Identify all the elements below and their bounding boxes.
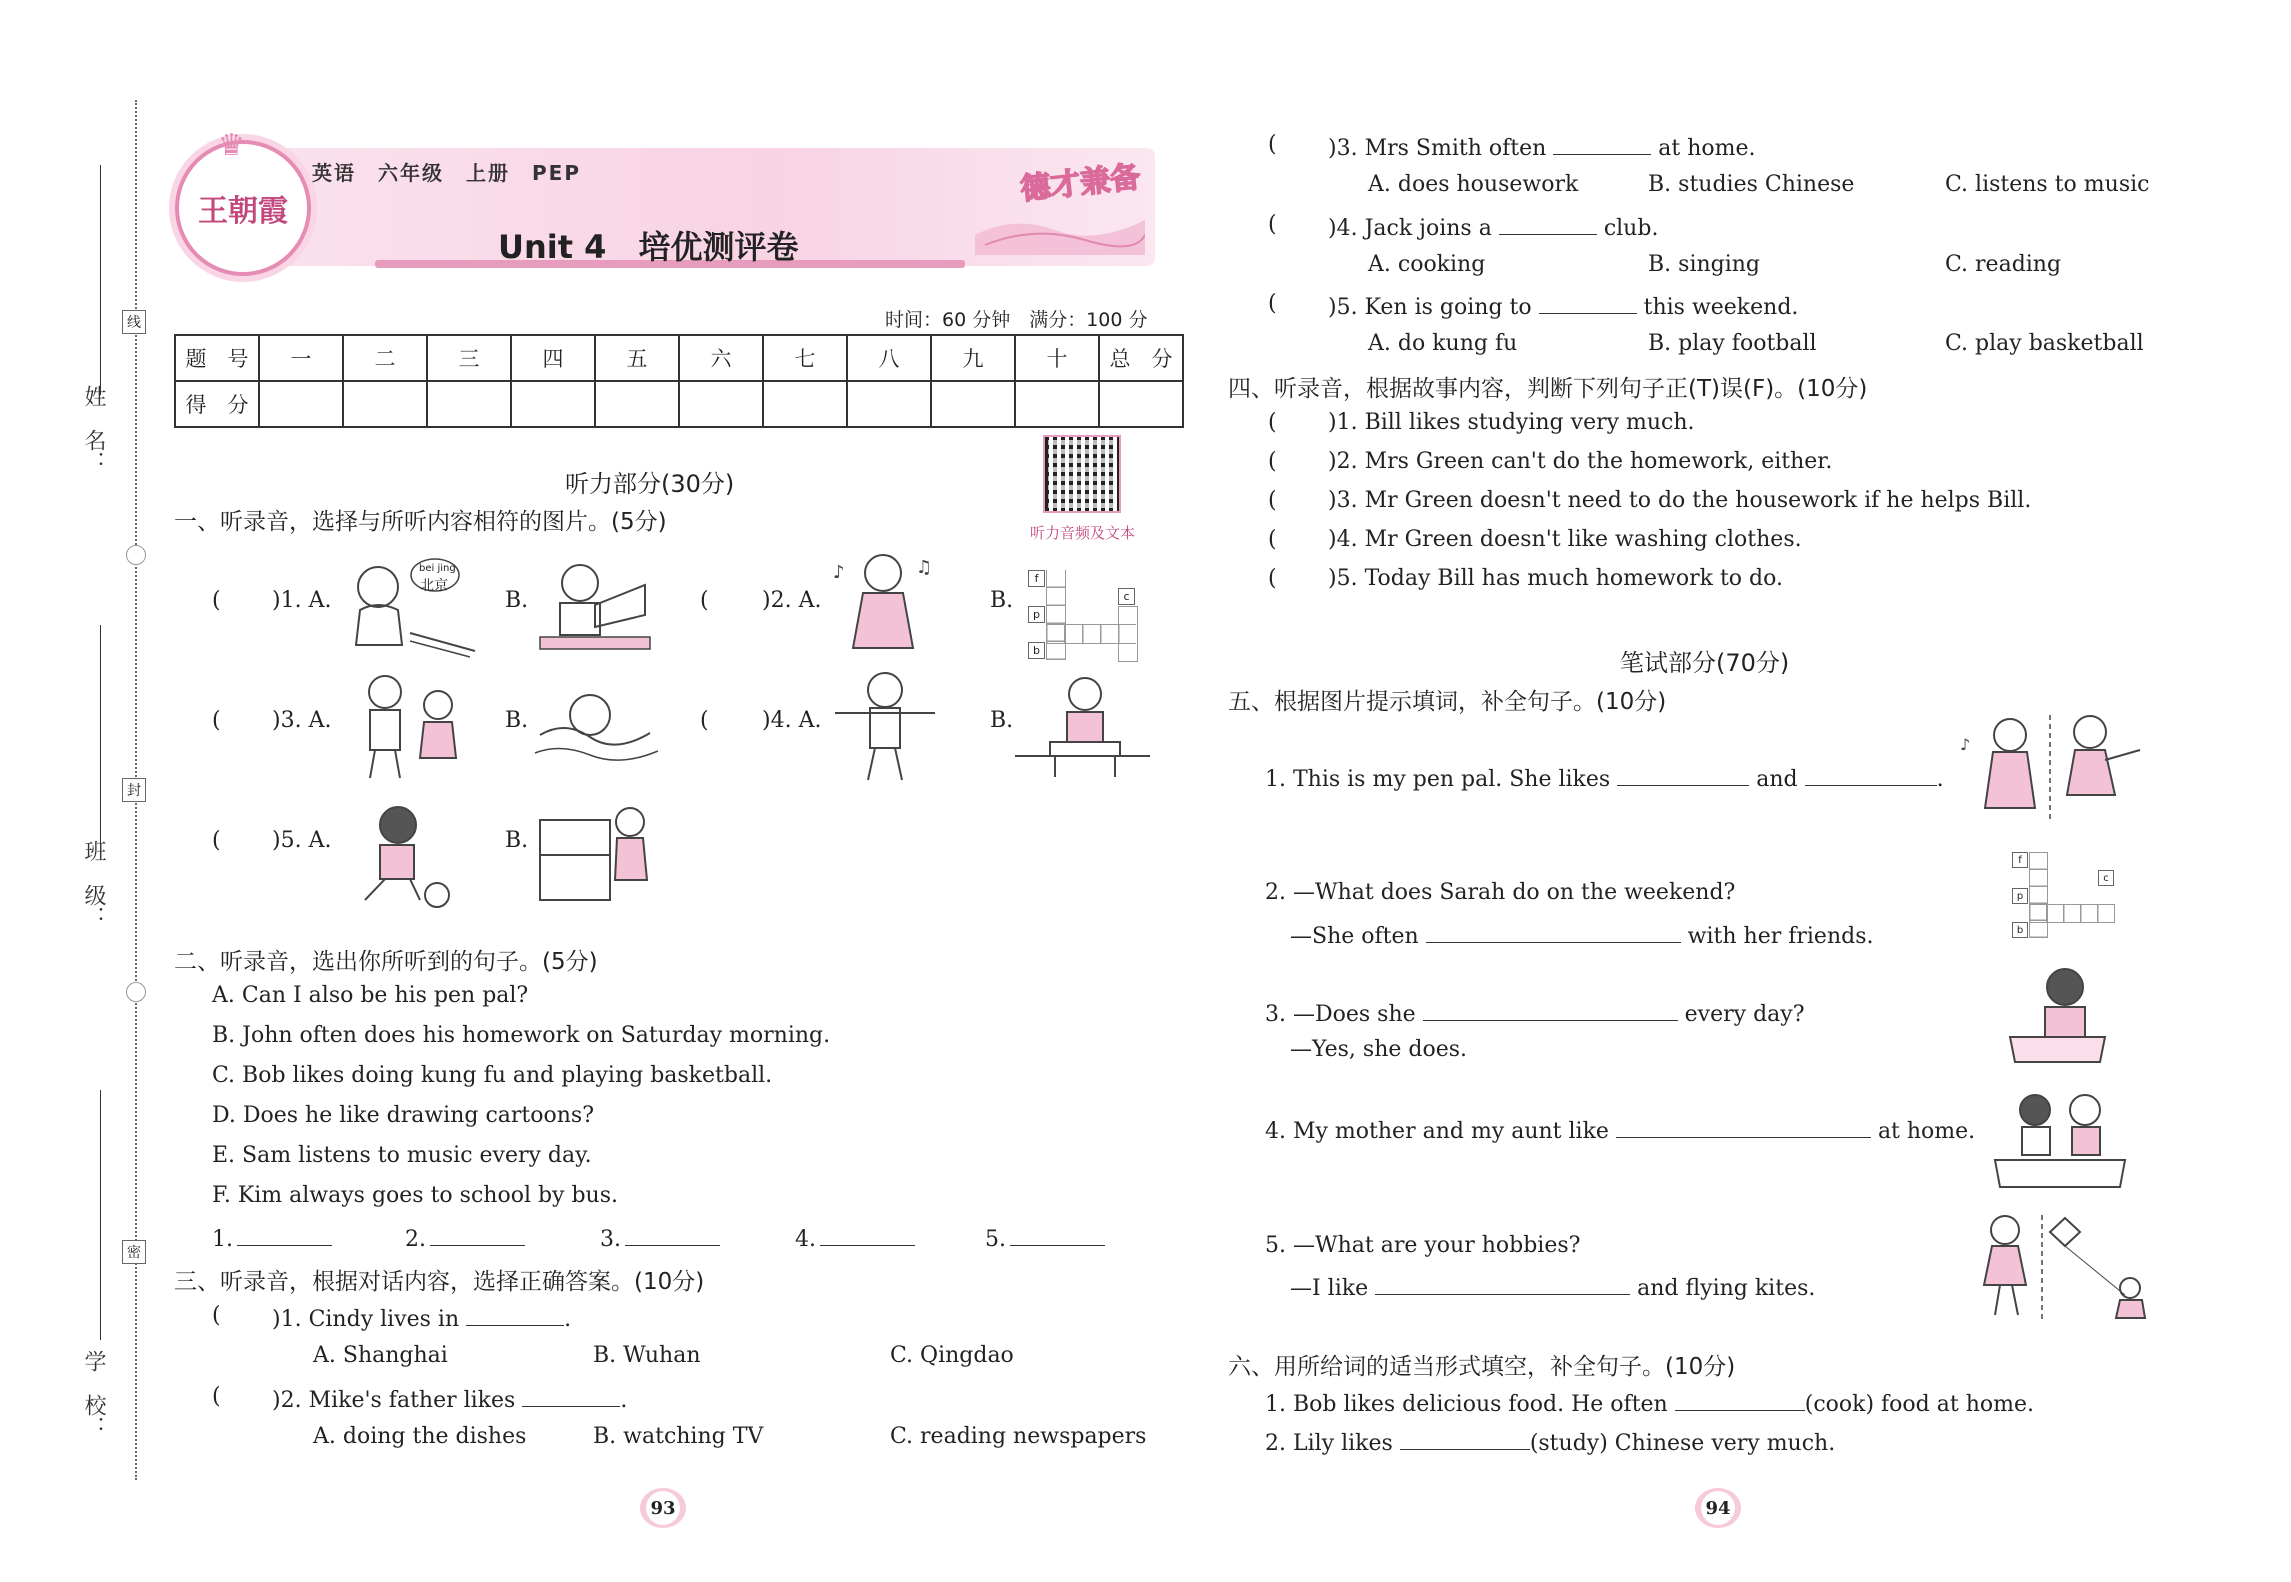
s5-q1 <box>1265 763 1944 792</box>
kids-walking-picture-icon <box>350 670 470 785</box>
score-header-cell: 四 <box>511 335 595 381</box>
s5-q1-a: 1. This is my pen pal. She likes <box>1265 767 1611 792</box>
s5-q5-line2 <box>1290 1272 1815 1301</box>
s3-q4-opt-c: C. reading <box>1945 252 2062 277</box>
s3-q2-opt-c: C. reading newspapers <box>890 1424 1147 1449</box>
s3-q4-opt-b: B. singing <box>1648 252 1761 277</box>
score-header-cell: 总 分 <box>1099 335 1183 381</box>
grid-cell-p: p <box>2012 888 2028 904</box>
s1-q4-b: B. <box>990 708 1014 733</box>
s3-q5-opt-c: C. play basketball <box>1945 331 2144 356</box>
s3-q5-paren: ( <box>1268 291 1277 316</box>
punch-hole-2 <box>126 982 146 1002</box>
s2-option-e: E. Sam listens to music every day. <box>212 1143 592 1168</box>
girl-at-desk-picture-icon <box>1015 672 1150 784</box>
s4-item-4: )4. Mr Green doesn't like washing clothes. <box>1328 527 1802 552</box>
s2-option-d: D. Does he like drawing cartoons? <box>212 1103 594 1128</box>
girl-swimming-picture-icon <box>530 675 660 775</box>
s2-answer-1 <box>212 1223 332 1252</box>
s4-item-5: )5. Today Bill has much homework to do. <box>1328 566 1783 591</box>
s2-answer-number: 5. <box>985 1227 1006 1252</box>
s2-heading: 二、听录音，选出你所听到的句子。(5分) <box>174 949 598 975</box>
s3-q4-blank[interactable] <box>1499 212 1597 235</box>
grid-lines <box>1118 606 1138 662</box>
s5-q3-a: 3. —Does she <box>1265 1002 1416 1027</box>
girl-piano-picture-icon <box>535 800 655 920</box>
s2-option-b: B. John often does his homework on Saturday morning. <box>212 1023 831 1048</box>
punch-hole-1 <box>126 545 146 565</box>
school-label: 学 校： <box>81 1350 106 1438</box>
s2-option-f: F. Kim always goes to school by bus. <box>212 1183 619 1208</box>
line-word-box: 线 <box>122 310 146 334</box>
grandma-map-picture-icon <box>340 555 480 660</box>
score-header-cell: 二 <box>343 335 427 381</box>
score-header-cell: 十 <box>1015 335 1099 381</box>
s1-q5-b: B. <box>505 828 529 853</box>
score-cell[interactable] <box>511 381 595 427</box>
s3-q5-stem: )5. Ken is going to <box>1328 295 1532 320</box>
class-label: 班 级： <box>81 840 106 928</box>
s6-q2 <box>1265 1427 1835 1456</box>
s4-heading: 四、听录音，根据故事内容，判断下列句子正(T)误(F)。(10分) <box>1228 376 1868 402</box>
s1-q4-label: )4. A. <box>762 708 822 733</box>
s2-answer-blank[interactable] <box>430 1223 525 1246</box>
s3-q4 <box>1328 212 1658 241</box>
s6-q1-a: 1. Bob likes delicious food. He often <box>1265 1392 1668 1417</box>
s5-q5-a: 5. —What are your hobbies? <box>1265 1233 1581 1258</box>
grid-cell-f: f <box>1028 570 1045 587</box>
s1-q2-b: B. <box>990 588 1014 613</box>
grid-cell-b: b <box>2012 922 2028 938</box>
s6-q1 <box>1265 1388 2034 1417</box>
s1-q3-paren: ( <box>212 708 221 733</box>
crown-icon: ♛ <box>218 128 245 163</box>
s4-item-2: )2. Mrs Green can't do the homework, either. <box>1328 449 1833 474</box>
s3-q2-opt-b: B. watching TV <box>593 1424 764 1449</box>
qr-code-icon[interactable] <box>1043 435 1121 513</box>
score-cell[interactable] <box>931 381 1015 427</box>
grid-lines <box>2029 852 2048 938</box>
s4-item-3-paren: ( <box>1268 488 1277 513</box>
s6-q2-blank[interactable] <box>1400 1427 1530 1450</box>
s1-heading: 一、听录音，选择与所听内容相符的图片。(5分) <box>174 509 667 535</box>
s1-q1-b: B. <box>505 588 529 613</box>
s2-answer-blank[interactable] <box>625 1223 720 1246</box>
girl-singing-picture-icon <box>828 548 938 660</box>
s3-q2: )2. Mike's father likes . <box>272 1384 627 1413</box>
score-table-score-row <box>175 381 1183 427</box>
s3-q1-opt-c: C. Qingdao <box>890 1343 1014 1368</box>
s5-q2-a: 2. —What does Sarah do on the weekend? <box>1265 880 1736 905</box>
s3-q1-paren: ( <box>212 1303 221 1328</box>
s2-answer-blank[interactable] <box>1010 1223 1105 1246</box>
score-cell[interactable] <box>1099 381 1183 427</box>
s2-option-a: A. Can I also be his pen pal? <box>212 983 529 1008</box>
score-cell[interactable] <box>1015 381 1099 427</box>
s5-q3-blank[interactable] <box>1423 998 1678 1021</box>
s3-q3-blank[interactable] <box>1553 132 1651 155</box>
s5-q2-b: —She often <box>1290 924 1419 949</box>
s3-q2-stem: )2. Mike's father likes <box>272 1388 516 1413</box>
score-header-cell: 五 <box>595 335 679 381</box>
s5-q2-line2 <box>1290 920 1874 949</box>
s3-q1-opt-a: A. Shanghai <box>313 1343 448 1368</box>
s5-q4-blank[interactable] <box>1616 1115 1871 1138</box>
s5-q4-a: 4. My mother and my aunt like <box>1265 1119 1609 1144</box>
boy-football-picture-icon <box>340 800 455 912</box>
s6-q1-blank[interactable] <box>1675 1388 1805 1411</box>
score-cell[interactable] <box>259 381 343 427</box>
s4-item-5-paren: ( <box>1268 566 1277 591</box>
score-header-cell: 六 <box>679 335 763 381</box>
s5-q5-c: and flying kites. <box>1637 1276 1816 1301</box>
s6-heading: 六、用所给词的适当形式填空，补全句子。(10分) <box>1228 1354 1736 1380</box>
s3-q5-opt-a: A. do kung fu <box>1368 331 1518 356</box>
logo-text: 王朝霞 <box>198 194 288 229</box>
svg-text:♪: ♪ <box>833 562 845 583</box>
score-table <box>174 334 1184 428</box>
s3-q4-opt-a: A. cooking <box>1368 252 1486 277</box>
s3-q5-opt-b: B. play football <box>1648 331 1817 356</box>
grid-cell-p: p <box>1028 606 1045 623</box>
s3-q3-paren: ( <box>1268 132 1277 157</box>
s3-q5 <box>1328 291 1798 320</box>
s3-heading: 三、听录音，根据对话内容，选择正确答案。(10分) <box>174 1269 705 1295</box>
page-number-right: 94 <box>1695 1488 1741 1528</box>
grid-cell-c: c <box>1118 588 1135 605</box>
time-info: 时间：60 分钟 满分：100 分 <box>885 309 1148 331</box>
s2-answer-3 <box>600 1223 720 1252</box>
score-header-cell: 九 <box>931 335 1015 381</box>
beijing-text: 北京 <box>420 578 448 594</box>
grid-cell-b: b <box>1028 642 1045 659</box>
s1-q5-label: )5. A. <box>272 828 332 853</box>
name-label: 姓 名： <box>81 385 106 473</box>
s6-q2-a: 2. Lily likes <box>1265 1431 1393 1456</box>
s3-q2-opt-a: A. doing the dishes <box>313 1424 527 1449</box>
s3-q3-stem: )3. Mrs Smith often <box>1328 136 1547 161</box>
s4-item-2-paren: ( <box>1268 449 1277 474</box>
page-number-left: 93 <box>640 1488 686 1528</box>
s2-answer-5 <box>985 1223 1105 1252</box>
listening-heading: 听力部分(30分) <box>565 470 735 498</box>
s4-item-1-paren: ( <box>1268 410 1277 435</box>
crossword-grid-picture-2 <box>2012 852 2122 940</box>
svg-text:♫: ♫ <box>916 557 933 578</box>
grid-lines <box>1046 570 1066 660</box>
s4-item-1: )1. Bill likes studying very much. <box>1328 410 1695 435</box>
girls-singing-dancing-picture-icon <box>1955 710 2145 822</box>
score-cell[interactable] <box>847 381 931 427</box>
s3-q3-opt-c: C. listens to music <box>1945 172 2150 197</box>
crossword-grid-picture <box>1028 570 1146 660</box>
score-table-header-row <box>175 335 1183 381</box>
s2-answer-blank[interactable] <box>820 1223 915 1246</box>
s3-q1-opt-b: B. Wuhan <box>593 1343 701 1368</box>
s5-q1-blank-1[interactable] <box>1617 763 1749 786</box>
score-cell[interactable] <box>595 381 679 427</box>
s3-q3-opt-a: A. does housework <box>1368 172 1579 197</box>
class-underline <box>100 625 101 850</box>
grid-cell-f: f <box>2012 852 2028 868</box>
beijing-pinyin: bei jing <box>419 563 456 574</box>
s1-q5-paren: ( <box>212 828 221 853</box>
s6-q1-b: (cook) food at home. <box>1804 1392 2034 1417</box>
s2-answer-number: 2. <box>405 1227 426 1252</box>
s5-q4 <box>1265 1115 1975 1144</box>
secret-word-box: 密 <box>122 1240 146 1264</box>
score-row-label: 得 分 <box>175 381 259 427</box>
wave-decoration-icon <box>975 195 1145 255</box>
grid-lines <box>2029 904 2115 923</box>
score-header-cell: 题 号 <box>175 335 259 381</box>
boy-reading-newspaper-picture-icon <box>535 555 655 660</box>
s3-q1: )1. Cindy lives in . <box>272 1303 571 1332</box>
s3-q1-blank[interactable] <box>466 1303 564 1326</box>
s2-answer-blank[interactable] <box>237 1223 332 1246</box>
s5-q1-b: and <box>1756 767 1798 792</box>
score-header-cell: 一 <box>259 335 343 381</box>
s3-q5-after: this weekend. <box>1643 295 1799 320</box>
s6-q2-b: (study) Chinese very much. <box>1529 1431 1836 1456</box>
s5-q2-blank[interactable] <box>1426 920 1681 943</box>
page-title: Unit 4 培优测评卷 <box>498 228 799 266</box>
name-underline <box>100 165 101 395</box>
score-header-cell: 三 <box>427 335 511 381</box>
girl-studying-picture-icon <box>2005 962 2110 1067</box>
s2-answer-number: 3. <box>600 1227 621 1252</box>
s3-q3-opt-b: B. studies Chinese <box>1648 172 1855 197</box>
s5-q3-line1 <box>1265 998 1805 1027</box>
s2-option-c: C. Bob likes doing kung fu and playing basketball. <box>212 1063 773 1088</box>
subject-line: 英语 六年级 上册 PEP <box>312 161 581 185</box>
s5-q1-c: . <box>1936 767 1944 792</box>
boy-kungfu-picture-icon <box>830 668 940 786</box>
s1-q3-label: )3. A. <box>272 708 332 733</box>
score-cell[interactable] <box>679 381 763 427</box>
s3-q2-blank[interactable] <box>522 1384 620 1407</box>
s1-q2-label: )2. A. <box>762 588 822 613</box>
grid-cell-c: c <box>2098 870 2114 886</box>
score-header-cell: 七 <box>763 335 847 381</box>
s5-q3-b: every day? <box>1684 1002 1805 1027</box>
s3-q4-stem: )4. Jack joins a <box>1328 216 1492 241</box>
s2-answer-2 <box>405 1223 525 1252</box>
s3-q3 <box>1328 132 1756 161</box>
score-header-cell: 八 <box>847 335 931 381</box>
s3-q1-stem: )1. Cindy lives in <box>272 1307 460 1332</box>
women-cooking-picture-icon <box>1990 1085 2130 1193</box>
s1-q3-b: B. <box>505 708 529 733</box>
s3-q2-paren: ( <box>212 1384 221 1409</box>
s1-q1-paren: ( <box>212 588 221 613</box>
girl-dancing-kite-picture-icon <box>1970 1210 2150 1322</box>
s5-heading: 五、根据图片提示填词，补全句子。(10分) <box>1228 689 1667 715</box>
s2-answer-number: 4. <box>795 1227 816 1252</box>
s5-q3-c: —Yes, she does. <box>1290 1037 1468 1062</box>
s3-q5-blank[interactable] <box>1539 291 1637 314</box>
badge-text: 德才兼备 <box>1018 159 1142 208</box>
seal-word-box: 封 <box>122 778 146 802</box>
s3-q4-paren: ( <box>1268 212 1277 237</box>
qr-caption: 听力音频及文本 <box>1030 524 1136 542</box>
svg-text:♪: ♪ <box>1960 735 1971 754</box>
school-underline <box>100 1090 101 1340</box>
s4-item-4-paren: ( <box>1268 527 1277 552</box>
s1-q2-paren: ( <box>700 588 709 613</box>
score-cell[interactable] <box>343 381 427 427</box>
s5-q1-blank-2[interactable] <box>1805 763 1937 786</box>
s4-item-3: )3. Mr Green doesn't need to do the housework if he helps Bill. <box>1328 488 2032 513</box>
writing-heading: 笔试部分(70分) <box>1620 649 1790 677</box>
score-cell[interactable] <box>427 381 511 427</box>
s2-answer-number: 1. <box>212 1227 233 1252</box>
s2-answer-4 <box>795 1223 915 1252</box>
s1-q4-paren: ( <box>700 708 709 733</box>
s5-q4-b: at home. <box>1877 1119 1976 1144</box>
s5-q5-b: —I like <box>1290 1276 1369 1301</box>
s1-q1-label: )1. A. <box>272 588 332 613</box>
s3-q4-after: club. <box>1603 216 1659 241</box>
s5-q5-blank[interactable] <box>1375 1272 1630 1295</box>
score-cell[interactable] <box>763 381 847 427</box>
s3-q3-after: at home. <box>1658 136 1756 161</box>
s5-q2-c: with her friends. <box>1687 924 1874 949</box>
